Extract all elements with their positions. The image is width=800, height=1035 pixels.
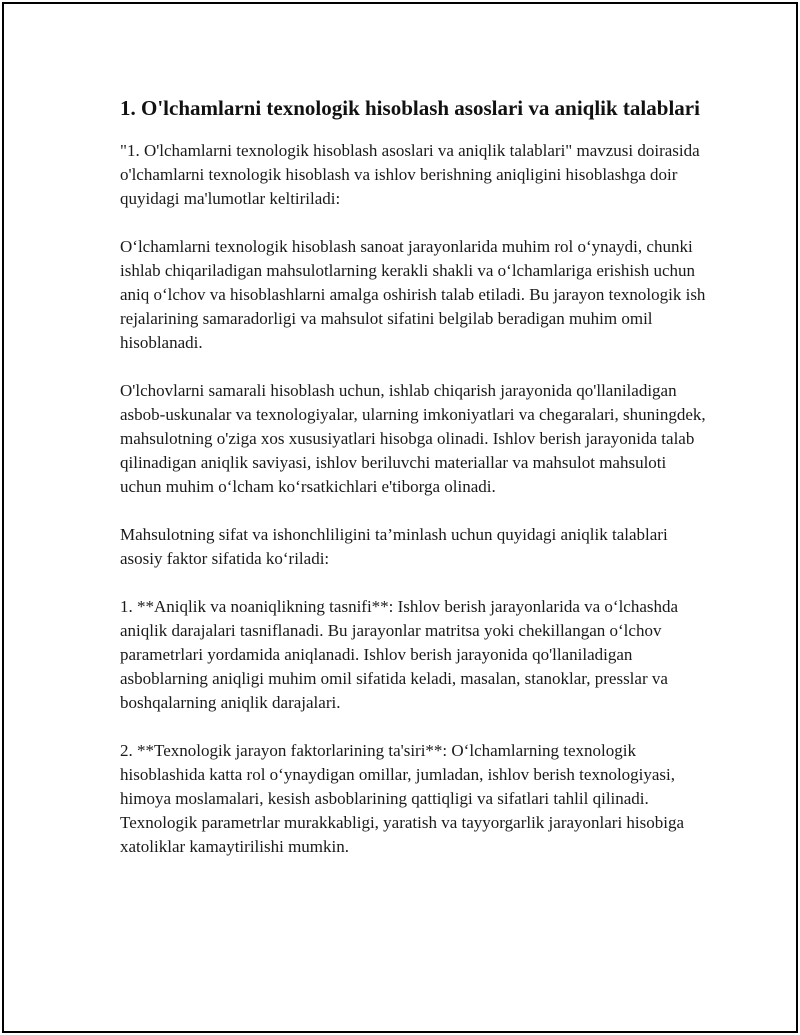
- document-body: [120, 94, 710, 883]
- list-item-process-factors: 2. **Texnologik jarayon faktorlarining ta'siri**: O‘lchamlarning texnologik hisoblashida katta rol o‘ynaydigan omillar, jumladan, ishlov berish texnologiyasi, himoya moslamalari, kesish asboblarining qattiqligi va sifatlari tahlil qilinadi. Texnologik parametrlar murakkabligi, yaratish va tayyorgarlik jarayonlari hisobiga xatoliklar kamaytirilishi mumkin.: [120, 741, 685, 856]
- paragraph-measurement: O'lchovlarni samarali hisoblash uchun, ishlab chiqarish jarayonida qo'llaniladigan asbob-uskunalar va texnologiyalar, ularning imkoniyatlari va chegaralari, shuningdek, mahsulotning o'ziga xos xususiyatlari hisobga olinadi. Ishlov berish jarayonida talab qilinadigan aniqlik saviyasi, ishlov beriluvchi materiallar va mahsulot mahsuloti uchun muhim o‘lcham ko‘rsatkichlari e'tiborga olinadi.: [120, 381, 706, 496]
- list-item-accuracy-classification: 1. **Aniqlik va noaniqlikning tasnifi**: Ishlov berish jarayonlarida va o‘lchashda aniqlik darajalari tasniflanadi. Bu jarayonlar matritsa yoki chekillangan o‘lchov parametrlari yordamida aniqlanadi. Ishlov berish jarayonida qo'llaniladigan asboblarning aniqligi muhim omil sifatida keladi, masalan, stanoklar, presslar va boshqalarning aniqlik darajalari.: [120, 597, 679, 712]
- page-frame: [2, 2, 798, 1033]
- paragraph-importance: O‘lchamlarni texnologik hisoblash sanoat jarayonlarida muhim rol o‘ynaydi, chunki ishlab chiqariladigan mahsulotlarning kerakli shakli va o‘lchamlariga erishish uchun aniq o‘lchov va hisoblashlarni amalga oshirish talab etiladi. Bu jarayon texnologik ish rejalarining samaradorligi va mahsulot sifatini belgilab beradigan muhim omil hisoblanadi.: [120, 237, 706, 352]
- paragraph-intro: "1. O'lchamlarni texnologik hisoblash asoslari va aniqlik talablari" mavzusi doirasida o'lchamlarni texnologik hisoblash va ishlov berishning aniqligini hisoblashga doir quyidagi ma'lumotlar keltiriladi:: [120, 141, 700, 208]
- paragraph-requirements-intro: Mahsulotning sifat va ishonchliligini ta’minlash uchun quyidagi aniqlik talablari asosiy faktor sifatida ko‘riladi:: [120, 525, 668, 568]
- document-title: 1. O'lchamlarni texnologik hisoblash asoslari va aniqlik talablari: [120, 96, 700, 120]
